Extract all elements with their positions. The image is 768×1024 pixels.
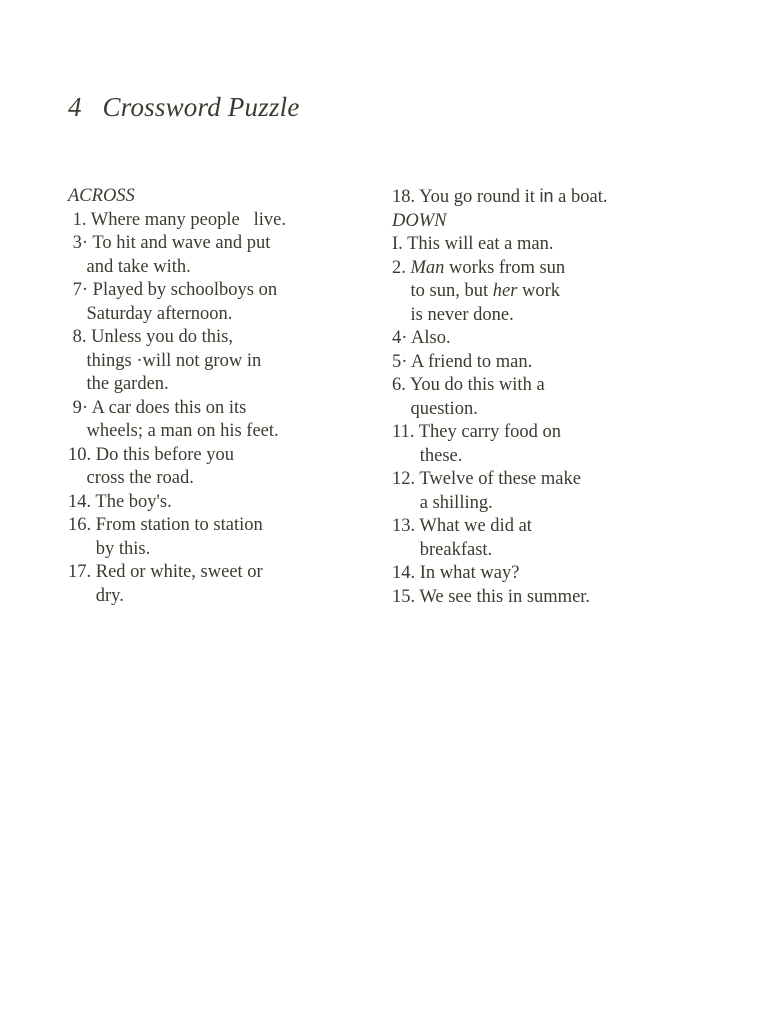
down-heading: DOWN bbox=[392, 210, 447, 231]
down-column bbox=[392, 185, 722, 609]
across-clue-8: 8. Unless you do this, bbox=[68, 327, 233, 347]
across-clue-14: 14. The boy's. bbox=[68, 491, 172, 512]
across-clue-10: 10. Do this before you bbox=[68, 444, 234, 465]
across-clue-16: 16. From station to station bbox=[68, 515, 263, 535]
down-clue-5: 5· A friend to man. bbox=[392, 351, 533, 372]
down-clue-12: 12. Twelve of these make bbox=[392, 469, 581, 489]
down-clue-14: 14. In what way? bbox=[392, 563, 520, 583]
across-clue-3: 3· To hit and wave and put bbox=[68, 233, 271, 253]
across-clue-17-cont: dry. bbox=[68, 585, 124, 606]
down-clue-2-cont: to sun, but her work bbox=[392, 281, 561, 301]
down-clue-2: 2. Man works from sun bbox=[392, 257, 566, 278]
across-column bbox=[68, 185, 368, 608]
down-clue-6: 6. You do this with a bbox=[392, 375, 545, 395]
across-clue-8-cont2: the garden. bbox=[68, 374, 169, 394]
across-clue-17: 17. Red or white, sweet or bbox=[68, 562, 263, 582]
down-clue-11-cont: these. bbox=[392, 445, 463, 466]
across-clue-9: 9· A car does this on its bbox=[68, 397, 247, 418]
across-heading: ACROSS bbox=[68, 186, 135, 206]
down-clue-4: 4· Also. bbox=[392, 328, 451, 348]
down-clue-13: 13. What we did at bbox=[392, 516, 532, 536]
across-clue-7-cont: Saturday afternoon. bbox=[68, 303, 233, 324]
down-clue-13-cont: breakfast. bbox=[392, 539, 493, 560]
down-clue-1: I. This will eat a man. bbox=[392, 234, 554, 254]
across-clue-1: 1. Where many people live. bbox=[68, 209, 286, 230]
across-clue-9-cont: wheels; a man on his feet. bbox=[68, 421, 279, 441]
across-clue-8-cont: things ·will not grow in bbox=[68, 350, 262, 371]
across-clue-18: 18. You go round it in a boat. bbox=[392, 186, 608, 207]
down-clue-15: 15. We see this in summer. bbox=[392, 586, 591, 607]
across-clue-3-cont: and take with. bbox=[68, 256, 191, 277]
down-clue-6-cont: question. bbox=[392, 398, 478, 419]
down-clue-11: 11. They carry food on bbox=[392, 422, 562, 442]
down-clue-12-cont: a shilling. bbox=[392, 492, 493, 513]
across-clue-7: 7· Played by schoolboys on bbox=[68, 280, 278, 300]
across-clue-10-cont: cross the road. bbox=[68, 468, 194, 488]
down-clue-2-cont2: is never done. bbox=[392, 304, 514, 325]
across-clue-16-cont: by this. bbox=[68, 538, 151, 559]
page-title: 4 Crossword Puzzle bbox=[68, 92, 300, 122]
